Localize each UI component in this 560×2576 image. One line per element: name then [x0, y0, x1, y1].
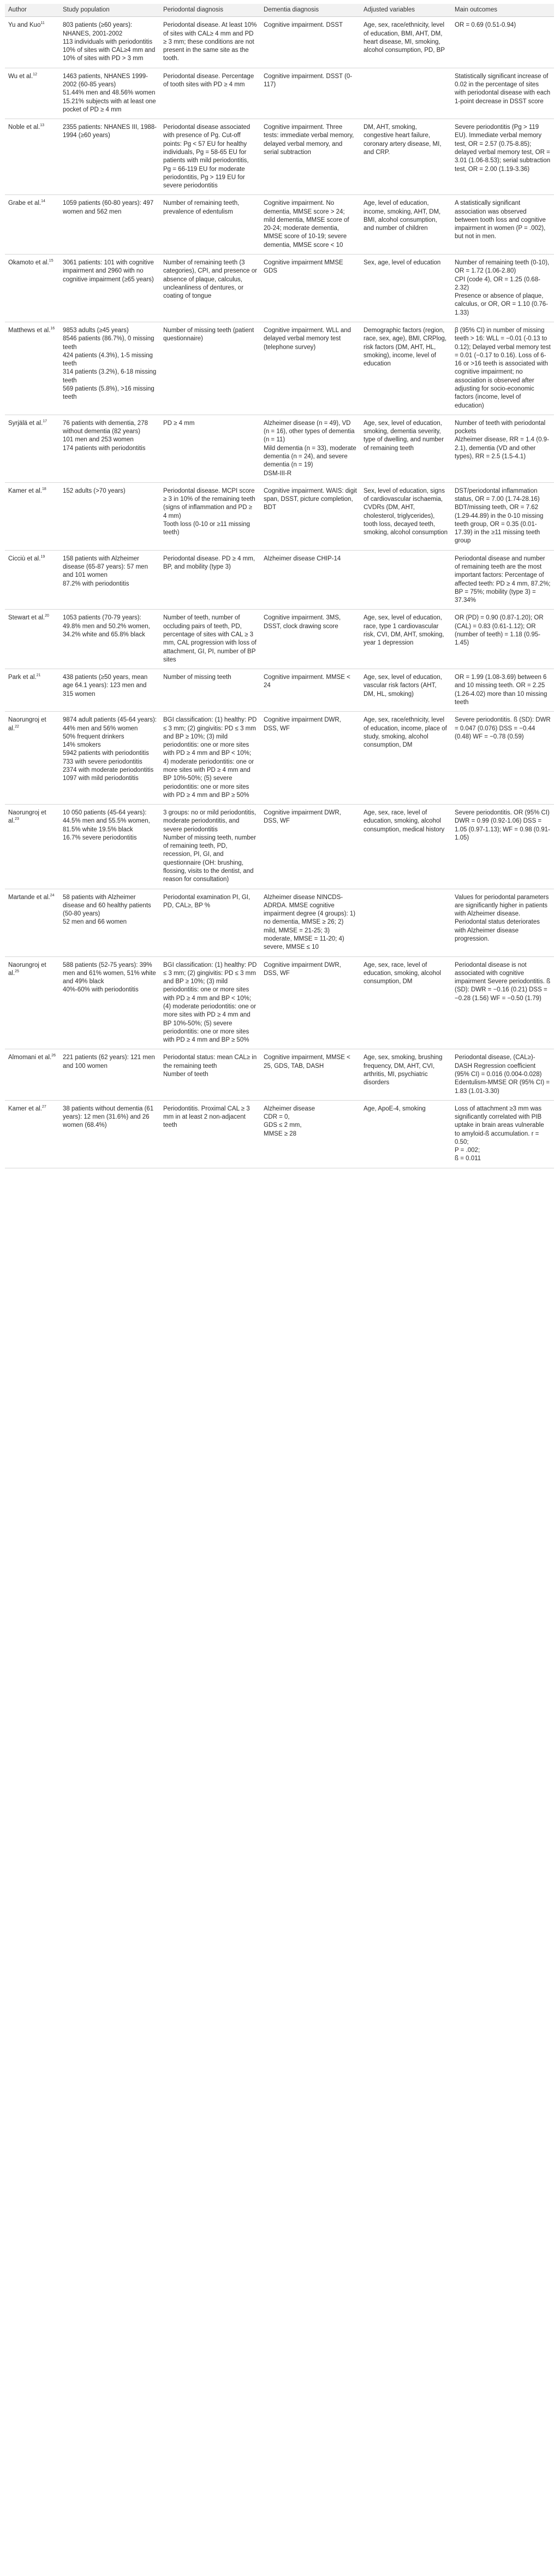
cell-main-outcomes: Number of teeth with periodontal pockets Alzheimer disease, RR = 1.4 (0.9-2.1), dementia (VD and other types), RR = 2.5 (1.5-4.1)	[451, 415, 554, 482]
cell-periodontal-diagnosis: Periodontitis. Proximal CAL ≥ 3 mm in at least 2 non-adjacent teeth	[160, 1100, 260, 1168]
cell-adjusted-variables: Demographic factors (region, race, sex, age), BMI, CRPlog, risk factors (DM, AHT, HL, smoking), income, level of education	[360, 322, 451, 415]
cell-dementia-diagnosis: Cognitive impairment. DSST (0-117)	[260, 68, 360, 119]
reference-number: 14	[41, 199, 45, 204]
cell-main-outcomes: Periodontal disease is not associated with cognitive impairment Severe periodontitis. ß (SD): DWR = −0.16 (0.21) DSS = −0.28 (1.56) WF = −0.50 (1.79)	[451, 956, 554, 1049]
cell-main-outcomes: OR (PD) = 0.90 (0.87-1.20); OR (CAL) = 0.83 (0.61-1.12); OR (number of teeth) = 1.18 (0.95-1.45)	[451, 610, 554, 669]
author-name: Naorungroj et al.	[8, 961, 46, 977]
cell-adjusted-variables: Age, sex, level of education, race, type 1 cardiovascular risk, CVI, DM, AHT, smoking, year 1 depression	[360, 610, 451, 669]
cell-dementia-diagnosis: Cognitive impairment. No dementia, MMSE score > 24; mild dementia, MMSE score of 20-24; moderate dementia, MMSE score of 10-19; severe dementia, MMSE score < 10	[260, 195, 360, 255]
cell-main-outcomes: Periodontal disease, (CAL≥)-DASH Regression coefficient (95% CI) = 0.016 (0.004-0.028) Edentulism-MMSE OR (95% CI) = 1.83 (1.01-3.30)	[451, 1049, 554, 1100]
table-row	[5, 805, 554, 889]
cell-main-outcomes: DST/periodontal inflammation status, OR = 7.00 (1.74-28.16) BDT/missing teeth, OR = 7.62 (1.29-44.89) in the 0-10 missing teeth group, OR = 0.35 (0.01-17.39) in the ≥11 missing teeth group	[451, 482, 554, 550]
cell-author	[5, 68, 59, 119]
reference-number: 11	[40, 21, 45, 26]
cell-main-outcomes: Values for periodontal parameters are significantly higher in patients with Alzheimer disease. Periodontal status deteriorates with Alzheimer disease progression.	[451, 889, 554, 956]
reference-number: 25	[15, 970, 19, 974]
cell-study-population: 9853 adults (≥45 years) 8546 patients (86.7%), 0 missing teeth 424 patients (4.3%), 1-5 missing teeth 314 patients (3.2%), 6-18 missing teeth 569 patients (5.8%), >16 missing teeth	[59, 322, 160, 415]
reference-number: 16	[50, 327, 55, 331]
cell-periodontal-diagnosis: Number of missing teeth	[160, 669, 260, 712]
cell-dementia-diagnosis: Cognitive impairment. WAIS: digit span, DSST, picture completion, BDT	[260, 482, 360, 550]
cell-periodontal-diagnosis: Periodontal status: mean CAL≥ in the remaining teeth Number of teeth	[160, 1049, 260, 1100]
cell-author	[5, 956, 59, 1049]
cell-study-population: 58 patients with Alzheimer disease and 60 healthy patients (50-80 years) 52 men and 66 women	[59, 889, 160, 956]
cell-study-population: 158 patients with Alzheimer disease (65-87 years): 57 men and 101 women 87.2% with periodontitis	[59, 550, 160, 610]
header-dementia-diagnosis: Dementia diagnosis	[260, 4, 360, 17]
author-name: Grabe et al.	[8, 200, 41, 207]
author-name: Almomani et al.	[8, 1054, 52, 1061]
cell-study-population: 1059 patients (60-80 years): 497 women and 562 men	[59, 195, 160, 255]
cell-adjusted-variables: Sex, age, level of education	[360, 255, 451, 322]
cell-periodontal-diagnosis: Periodontal disease. MCPI score ≥ 3 in 10% of the remaining teeth (signs of inflammation and PD ≥ 4 mm) Tooth loss (0-10 or ≥11 missing teeth)	[160, 482, 260, 550]
cell-author	[5, 1100, 59, 1168]
cell-main-outcomes: A statistically significant association was observed between tooth loss and cognitive impairment in women (P = .002), but not in men.	[451, 195, 554, 255]
cell-adjusted-variables: Age, sex, level of education, vascular risk factors (AHT, DM, HL, smoking)	[360, 669, 451, 712]
cell-author	[5, 195, 59, 255]
cell-author	[5, 322, 59, 415]
cell-study-population: 9874 adult patients (45-64 years): 44% men and 56% women 50% frequent drinkers 14% smokers 5942 patients with periodontitis 733 with severe periodontitis 2374 with moderate periodontitis 1097 with mild periodontitis	[59, 712, 160, 805]
cell-study-population: 152 adults (>70 years)	[59, 482, 160, 550]
cell-study-population: 38 patients without dementia (61 years): 12 men (31.6%) and 26 women (68.4%)	[59, 1100, 160, 1168]
cell-dementia-diagnosis: Cognitive impairment DWR, DSS, WF	[260, 956, 360, 1049]
cell-main-outcomes: Statistically significant increase of 0.02 in the percentage of sites with periodontal disease with each 1-point decrease in DSST score	[451, 68, 554, 119]
table-row	[5, 415, 554, 482]
cell-periodontal-diagnosis: Number of missing teeth (patient questionnaire)	[160, 322, 260, 415]
table-row	[5, 195, 554, 255]
cell-author	[5, 610, 59, 669]
cell-main-outcomes: OR = 0.69 (0.51-0.94)	[451, 17, 554, 68]
reference-number: 19	[40, 554, 45, 559]
author-name: Stewart et al.	[8, 615, 45, 622]
reference-number: 27	[42, 1104, 46, 1109]
cell-periodontal-diagnosis: BGI classification: (1) healthy: PD ≤ 3 mm; (2) gingivitis: PD ≤ 3 mm and BP ≥ 10%; (3) mild periodontitis: one or more sites with PD ≥ 4 mm and BP < 10%; 4) moderate periodontitis: one or more sites with PD ≥ 4 mm and BP 10%-50%; (5) severe periodontitis: one or more sites with PD ≥ 4 mm and BP ≥ 50%	[160, 712, 260, 805]
cell-dementia-diagnosis: Cognitive impairment DWR, DSS, WF	[260, 712, 360, 805]
table-row	[5, 255, 554, 322]
table-row	[5, 17, 554, 68]
cell-adjusted-variables: Age, sex, race/ethnicity, level of education, income, place of study, smoking, alcohol consumption, DM	[360, 712, 451, 805]
cell-adjusted-variables: Age, sex, race, level of education, smoking, alcohol consumption, medical history	[360, 805, 451, 889]
reference-number: 26	[51, 1054, 56, 1058]
cell-periodontal-diagnosis: Number of remaining teeth (3 categories), CPI, and presence or absence of plaque, calculus, uncleanliness of dentures, or coating of tongue	[160, 255, 260, 322]
cell-dementia-diagnosis: Cognitive impairment. MMSE < 24	[260, 669, 360, 712]
cell-study-population: 3061 patients: 101 with cognitive impairment and 2960 with no cognitive impairment (≥65 years)	[59, 255, 160, 322]
cell-author	[5, 1049, 59, 1100]
cell-adjusted-variables: Age, sex, race/ethnicity, level of education, BMI, AHT, DM, heart disease, MI, smoking, alcohol consumption, PD, BP	[360, 17, 451, 68]
cell-dementia-diagnosis: Cognitive impairment. 3MS, DSST, clock drawing score	[260, 610, 360, 669]
reference-number: 12	[33, 72, 37, 76]
cell-adjusted-variables: Sex, level of education, signs of cardiovascular ischaemia, CVDRs (DM, AHT, cholesterol, triglycerides), tooth loss, decayed teeth, smoking, alcohol consumption	[360, 482, 451, 550]
cell-author	[5, 712, 59, 805]
cell-author	[5, 255, 59, 322]
cell-author	[5, 482, 59, 550]
cell-adjusted-variables: Age, sex, race, level of education, smoking, alcohol consumption, DM	[360, 956, 451, 1049]
cell-periodontal-diagnosis: Periodontal disease associated with presence of Pg. Cut-off points: Pg < 57 EU for healthy individuals, Pg = 58-65 EU for patients with mild periodontitis, Pg = 66-119 EU for moderate periodontitis, Pg > 119 EU for severe periodontitis	[160, 119, 260, 195]
cell-dementia-diagnosis: Cognitive impairment, MMSE < 25, GDS, TAB, DASH	[260, 1049, 360, 1100]
cell-main-outcomes: Severe periodontitis. ß (SD): DWR = 0.047 (0.076) DSS = −0.44 (0.48) WF = −0.78 (0.59)	[451, 712, 554, 805]
cell-periodontal-diagnosis: Number of remaining teeth, prevalence of edentulism	[160, 195, 260, 255]
reference-number: 15	[49, 259, 53, 263]
reference-number: 18	[42, 487, 46, 491]
table-row	[5, 550, 554, 610]
author-name: Noble et al.	[8, 124, 40, 131]
cell-dementia-diagnosis: Cognitive impairment MMSE GDS	[260, 255, 360, 322]
reference-number: 24	[50, 893, 55, 897]
cell-adjusted-variables: Age, level of education, income, smoking, AHT, DM, BMI, alcohol consumption, and number of children	[360, 195, 451, 255]
header-row	[5, 4, 554, 17]
cell-adjusted-variables	[360, 889, 451, 956]
cell-periodontal-diagnosis: 3 groups: no or mild periodontitis, moderate periodontitis, and severe periodontitis Number of missing teeth, number of remaining teeth, PD, recession, PI, GI, and questionnaire (OH: brushing, flossing, visits to the dentist, and reason for consultation)	[160, 805, 260, 889]
cell-study-population: 803 patients (≥60 years): NHANES, 2001-2002 113 individuals with periodontitis 10% of sites with CAL≥4 mm and 10% of sites with PD > 3 mm	[59, 17, 160, 68]
cell-study-population: 221 patients (62 years): 121 men and 100 women	[59, 1049, 160, 1100]
cell-author	[5, 889, 59, 956]
cell-main-outcomes: Loss of attachment ≥3 mm was significantly correlated with PIB uptake in brain areas vulnerable to amyloid-ß accumulation. r = 0.50; P = .002; ß = 0.011	[451, 1100, 554, 1168]
author-name: Martande et al.	[8, 894, 50, 901]
header-main-outcomes: Main outcomes	[451, 4, 554, 17]
cell-main-outcomes: Severe periodontitis. OR (95% CI) DWR = 0.99 (0.92-1.06) DSS = 1.05 (0.97-1.13); WF = 0.98 (0.91-1.05)	[451, 805, 554, 889]
author-name: Wu et al.	[8, 73, 33, 80]
table-container	[0, 0, 560, 1168]
cell-study-population: 588 patients (52-75 years): 39% men and 61% women, 51% white and 49% black 40%-60% with periodontitis	[59, 956, 160, 1049]
header-study-population: Study population	[59, 4, 160, 17]
cell-main-outcomes: OR = 1.99 (1.08-3.69) between 6 and 10 missing teeth. OR = 2.25 (1.26-4.02) more than 10 missing teeth	[451, 669, 554, 712]
author-name: Kamer et al.	[8, 1105, 42, 1112]
cell-main-outcomes: Severe periodontitis (Pg > 119 EU). Immediate verbal memory test, OR = 2.57 (0.75-8.85); delayed verbal memory test, OR = 3.01 (1.06-8.53); serial subtraction test, OR = 2.00 (1.19-3.36)	[451, 119, 554, 195]
author-name: Park et al.	[8, 674, 37, 681]
cell-periodontal-diagnosis: BGI classification: (1) healthy: PD ≤ 3 mm; (2) gingivitis: PD ≤ 3 mm and BP ≥ 10%; (3) mild periodontitis: one or more sites with PD ≥ 4 mm and BP < 10%; (4) moderate periodontitis: one or more sites with PD ≥ 4 mm and BP 10%-50%; (5) severe periodontitis: one or more sites with PD ≥ 4 mm and BP ≥ 50%	[160, 956, 260, 1049]
author-name: Matthews et al.	[8, 327, 51, 334]
table-row	[5, 482, 554, 550]
author-name: Yu and Kuo	[8, 22, 41, 29]
cell-adjusted-variables	[360, 550, 451, 610]
cell-dementia-diagnosis: Alzheimer disease NINCDS-ADRDA. MMSE cognitive impairment degree (4 groups): 1) no dementia, MMSE ≥ 26; 2) mild, MMSE = 21-25; 3) moderate, MMSE = 11-20; 4) severe, MMSE ≤ 10	[260, 889, 360, 956]
table-row	[5, 68, 554, 119]
table-row	[5, 1100, 554, 1168]
cell-dementia-diagnosis: Alzheimer disease CHIP-14	[260, 550, 360, 610]
header-adjusted-variables: Adjusted variables	[360, 4, 451, 17]
table-header	[5, 4, 554, 17]
cell-dementia-diagnosis: Alzheimer disease CDR = 0, GDS ≤ 2 mm, MMSE ≥ 28	[260, 1100, 360, 1168]
table-row	[5, 1049, 554, 1100]
table-row	[5, 712, 554, 805]
cell-periodontal-diagnosis: Periodontal disease. PD ≥ 4 mm, BP, and mobility (type 3)	[160, 550, 260, 610]
reference-number: 20	[45, 614, 49, 618]
cell-periodontal-diagnosis: Periodontal disease. At least 10% of sites with CAL≥ 4 mm and PD ≥ 3 mm; these conditions are not present in the same site as the tooth.	[160, 17, 260, 68]
cell-study-population: 76 patients with dementia, 278 without dementia (82 years) 101 men and 253 women 174 patients with periodontitis	[59, 415, 160, 482]
table-row	[5, 322, 554, 415]
cell-adjusted-variables: DM, AHT, smoking, congestive heart failure, coronary artery disease, MI, and CRP.	[360, 119, 451, 195]
author-name: Naorungroj et al.	[8, 717, 46, 732]
studies-table	[5, 4, 554, 1168]
author-name: Okamoto et al.	[8, 259, 49, 267]
cell-main-outcomes: Number of remaining teeth (0-10), OR = 1.72 (1.06-2.80) CPI (code 4), OR = 1.25 (0.68-2.32) Presence or absence of plaque, calculus, or OR, OR = 1.10 (0.76-1.33)	[451, 255, 554, 322]
cell-author	[5, 805, 59, 889]
cell-dementia-diagnosis: Cognitive impairment. DSST	[260, 17, 360, 68]
author-name: Syrjälä et al.	[8, 420, 43, 427]
cell-adjusted-variables	[360, 68, 451, 119]
cell-dementia-diagnosis: Cognitive impairment. WLL and delayed verbal memory test (telephone survey)	[260, 322, 360, 415]
cell-study-population: 2355 patients: NHANES III, 1988-1994 (≥60 years)	[59, 119, 160, 195]
table-row	[5, 669, 554, 712]
table-row	[5, 610, 554, 669]
reference-number: 13	[40, 123, 44, 128]
cell-adjusted-variables: Age, sex, smoking, brushing frequency, DM, AHT, CVI, arthritis, MI, psychiatric disorders	[360, 1049, 451, 1100]
cell-periodontal-diagnosis: Periodontal disease. Percentage of tooth sites with PD ≥ 4 mm	[160, 68, 260, 119]
table-row	[5, 119, 554, 195]
cell-author	[5, 550, 59, 610]
cell-author	[5, 415, 59, 482]
cell-study-population: 10 050 patients (45-64 years): 44.5% men and 55.5% women, 81.5% white 19.5% black 16.7% severe periodontitis	[59, 805, 160, 889]
table-row	[5, 956, 554, 1049]
reference-number: 23	[15, 817, 19, 822]
cell-author	[5, 669, 59, 712]
cell-author	[5, 119, 59, 195]
header-periodontal-diagnosis: Periodontal diagnosis	[160, 4, 260, 17]
header-author: Author	[5, 4, 59, 17]
author-name: Naorungroj et al.	[8, 810, 46, 825]
cell-periodontal-diagnosis: Number of teeth, number of occluding pairs of teeth, PD, percentage of sites with CAL ≥ 3 mm, CAL progression with loss of attachment, GI, PI, number of BP sites	[160, 610, 260, 669]
author-name: Kamer et al.	[8, 487, 42, 494]
cell-study-population: 438 patients (≥50 years, mean age 64.1 years): 123 men and 315 women	[59, 669, 160, 712]
author-name: Cicciù et al.	[8, 555, 41, 562]
cell-dementia-diagnosis: Cognitive impairment. Three tests: immediate verbal memory, delayed verbal memory, and serial subtraction	[260, 119, 360, 195]
cell-main-outcomes: Periodontal disease and number of remaining teeth are the most important factors: Percentage of affected teeth: PD ≥ 4 mm, 87.2%; BP = 75%; mobility (type 3) = 37.34%	[451, 550, 554, 610]
cell-study-population: 1053 patients (70-79 years): 49.8% men and 50.2% women, 34.2% white and 65.8% black	[59, 610, 160, 669]
reference-number: 17	[43, 419, 47, 423]
cell-adjusted-variables: Age, ApoE-4, smoking	[360, 1100, 451, 1168]
table-body	[5, 17, 554, 1168]
cell-dementia-diagnosis: Alzheimer disease (n = 49), VD (n = 16), other types of dementia (n = 11) Mild dementia (n = 33), moderate dementia (n = 24), and severe dementia (n = 19) DSM-III-R	[260, 415, 360, 482]
reference-number: 22	[15, 724, 19, 729]
cell-periodontal-diagnosis: Periodontal examination PI, GI, PD, CAL≥, BP %	[160, 889, 260, 956]
cell-main-outcomes: β (95% CI) in number of missing teeth > 16: WLL = −0.01 (-0.13 to 0.12); Delayed verbal memory test = 0.01 (−0.17 to 0.16). Loss of 6-16 or >16 teeth is associated with cognitive impairment; no association is observed after adjusting for socio-economic factors (income, level of education)	[451, 322, 554, 415]
cell-dementia-diagnosis: Cognitive impairment DWR, DSS, WF	[260, 805, 360, 889]
cell-adjusted-variables: Age, sex, level of education, smoking, dementia severity, type of dwelling, and number of remaining teeth	[360, 415, 451, 482]
cell-study-population: 1463 patients, NHANES 1999-2002 (60-85 years) 51.44% men and 48.56% women 15.21% subjects with at least one pocket of PD ≥ 4 mm	[59, 68, 160, 119]
reference-number: 21	[36, 673, 41, 678]
table-row	[5, 889, 554, 956]
cell-periodontal-diagnosis: PD ≥ 4 mm	[160, 415, 260, 482]
cell-author	[5, 17, 59, 68]
